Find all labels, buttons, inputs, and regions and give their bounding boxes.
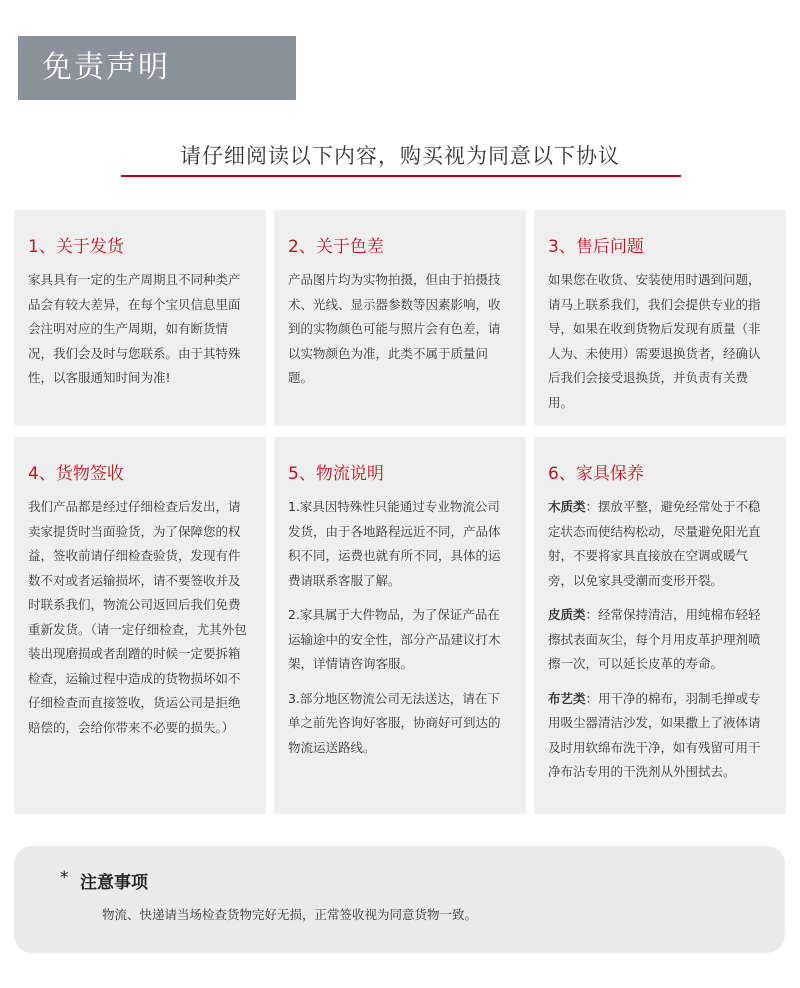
card-furniture-care <box>534 437 786 814</box>
logistics-paragraph: 1.家具因特殊性只能通过专业物流公司发货，由于各地路程远近不同，产品体积不同，运费也就有所不同，具体的运费请联系客服了解。 <box>288 499 501 588</box>
care-wood <box>548 495 772 593</box>
card-title: 1、关于发货 <box>28 237 124 257</box>
card-title: 4、货物签收 <box>28 464 124 484</box>
logistics-paragraph: 3.部分地区物流公司无法送达，请在下单之前先咨询好客服，协商好可到达的物流运送路线。 <box>288 690 501 755</box>
card-after-sales <box>534 210 786 426</box>
card-body <box>548 495 772 785</box>
care-text: ：经常保持清洁，用纯棉布轻轻擦拭表面灰尘，每个月用皮革护理剂喷擦一次，可以延长皮革的寿命。 <box>548 607 761 671</box>
card-color-difference <box>274 210 526 426</box>
notice-heading <box>60 868 785 893</box>
care-label: 皮质类 <box>548 607 586 622</box>
card-title: 6、家具保养 <box>548 464 644 484</box>
care-fabric <box>548 687 772 785</box>
card-body <box>288 495 512 760</box>
card-goods-receipt <box>14 437 266 814</box>
care-text: ：摆放平整，避免经常处于不稳定状态而使结构松动，尽量避免阳光直射，不要将家具直接放在空调或暖气旁，以免家具受潮而变形开裂。 <box>548 499 761 588</box>
card-title: 5、物流说明 <box>288 464 384 484</box>
card-title: 3、售后问题 <box>548 237 644 257</box>
notice-text: 物流、快递请当场检查货物完好无损，正常签收视为同意货物一致。 <box>102 907 478 922</box>
card-body: 我们产品都是经过仔细检查后发出，请卖家提货时当面验货，为了保障您的权益，签收前请仔细检查验货，发现有件数不对或者运输损坏，请不要签收并及时联系我们，物流公司返回后我们免费重新发货。（请一定仔细检查，尤其外包装出现磨损或者刮蹭的时候一定要拆箱检查，运输过程中造成的货物损坏如不仔细检查而直接签收，货运公司是拒绝赔偿的，会给你带来不必要的损失。） <box>28 499 247 735</box>
care-label: 木质类 <box>548 499 586 514</box>
card-body: 产品图片均为实物拍摄，但由于拍摄技术、光线、显示器参数等因素影响，收到的实物颜色可能与照片会有色差，请以实物颜色为准，此类不属于质量问题。 <box>288 272 501 385</box>
card-shipping <box>14 210 266 426</box>
care-leather <box>548 603 772 677</box>
card-title: 2、关于色差 <box>288 237 384 257</box>
agreement-subtitle: 请仔细阅读以下内容，购买视为同意以下协议 <box>180 144 620 168</box>
card-body: 家具具有一定的生产周期且不同种类产品会有较大差异，在每个宝贝信息里面会注明对应的生产周期，如有断货情况，我们会及时与您联系。由于其特殊性，以客服通知时间为准! <box>28 272 241 385</box>
page-title: 免责声明 <box>18 36 296 100</box>
card-logistics <box>274 437 526 814</box>
logistics-paragraph: 2.家具属于大件物品，为了保证产品在运输途中的安全性，部分产品建议打木架，详情请咨询客服。 <box>288 607 501 671</box>
care-text: ：用干净的棉布，羽制毛掸或专用吸尘器清洁沙发，如果撒上了液体请及时用软绵布洗干净，如有残留可用干净布沾专用的干洗剂从外围拭去。 <box>548 690 761 779</box>
care-label: 布艺类 <box>548 690 586 706</box>
card-body: 如果您在收货、安装使用时遇到问题，请马上联系我们，我们会提供专业的指导，如果在收到货物后发现有质量（非人为、未使用）需要退换货者，经确认后我们会接受退换货，并负责有关费用。 <box>548 272 761 410</box>
subtitle-underline <box>121 175 681 177</box>
notice-title: 注意事项 <box>80 873 148 893</box>
notice-box <box>14 846 785 953</box>
asterisk-icon: * <box>60 868 69 888</box>
